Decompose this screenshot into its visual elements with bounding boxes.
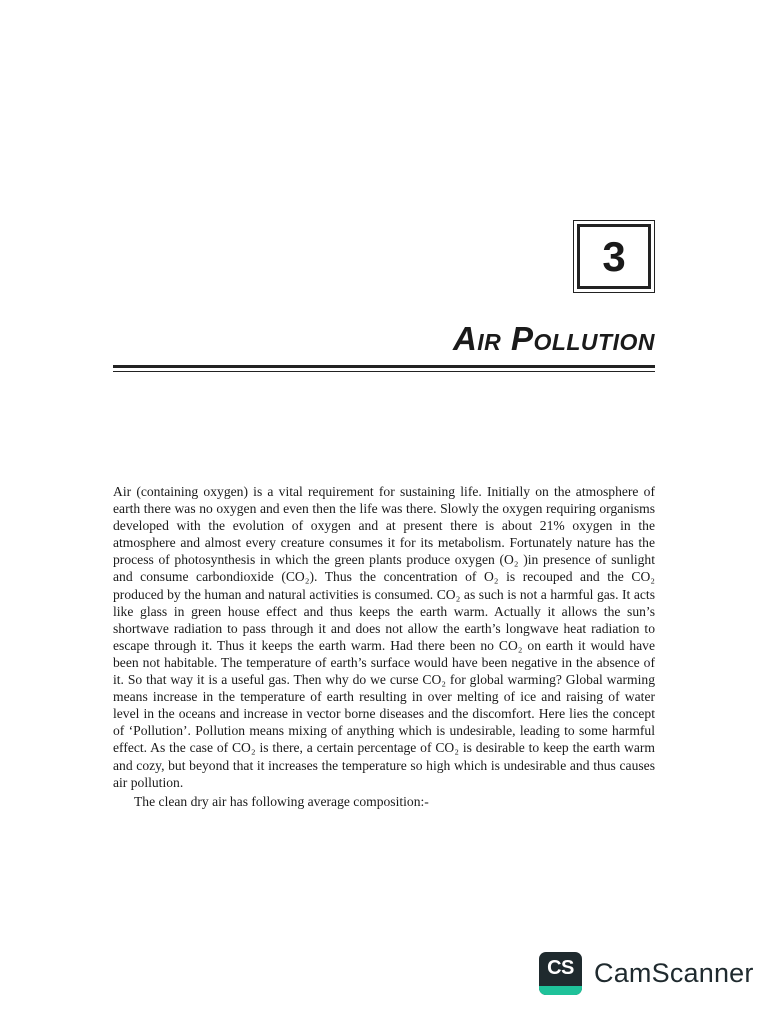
title-rule-thick — [113, 365, 655, 368]
camscanner-watermark — [539, 952, 754, 995]
camscanner-wordmark: CamScanner — [594, 958, 754, 988]
chapter-number-box — [573, 220, 655, 293]
chapter-title: Air Pollution — [452, 320, 655, 357]
paragraph-intro: Air (containing oxygen) is a vital requirement for sustaining life. Initially on the atmosphere of earth there was no oxygen and even then the life was there. Slowly the oxygen requiring organisms developed with the evolution of oxygen and at present there is about 21% oxygen in the atmosphere and almost every creature consumes it for its metabolism. Fortunately nature has the process of photosynthesis in which the green plants produce oxygen (O₂ )in presence of sunlight and consume carbondioxide (CO₂). Thus the concentration of O₂ is recouped and the CO₂ produced by the human and natural activities is consumed. CO₂ as such is not a harmful gas. It acts like glass in green house effect and thus keeps the earth warm. Actually it allows the sun’s shortwave radiation to pass through it and does not allow the earth’s longwave heat radiation to escape through it. Thus it keeps the earth warm. Had there been no CO₂ on earth it would have been not habitable. The temperature of earth’s surface would have been negative in the absence of it. So that way it is a useful gas. Then why do we curse CO₂ for global warming? Global warming means increase in the temperature of earth resulting in over melting of ice and raising of water level in the oceans and increase in vector borne diseases and the discomfort. Here lies the concept of ‘Pollution’. Pollution means mixing of anything which is undesirable, leading to some harmful effect. As the case of CO₂ is there, a certain percentage of CO₂ is desirable to keep the earth warm and cozy, but beyond that it increases the temperature so high which is undesirable and thus causes air pollution. — [113, 484, 655, 790]
title-rule-thin — [113, 371, 655, 372]
camscanner-logo-bar — [539, 986, 582, 995]
camscanner-logo-icon — [539, 952, 582, 995]
chapter-number: 3 — [577, 224, 651, 289]
paragraph-composition: The clean dry air has following average composition:- — [134, 793, 429, 809]
camscanner-logo-mark: CS — [547, 957, 574, 979]
body-text — [113, 483, 655, 810]
